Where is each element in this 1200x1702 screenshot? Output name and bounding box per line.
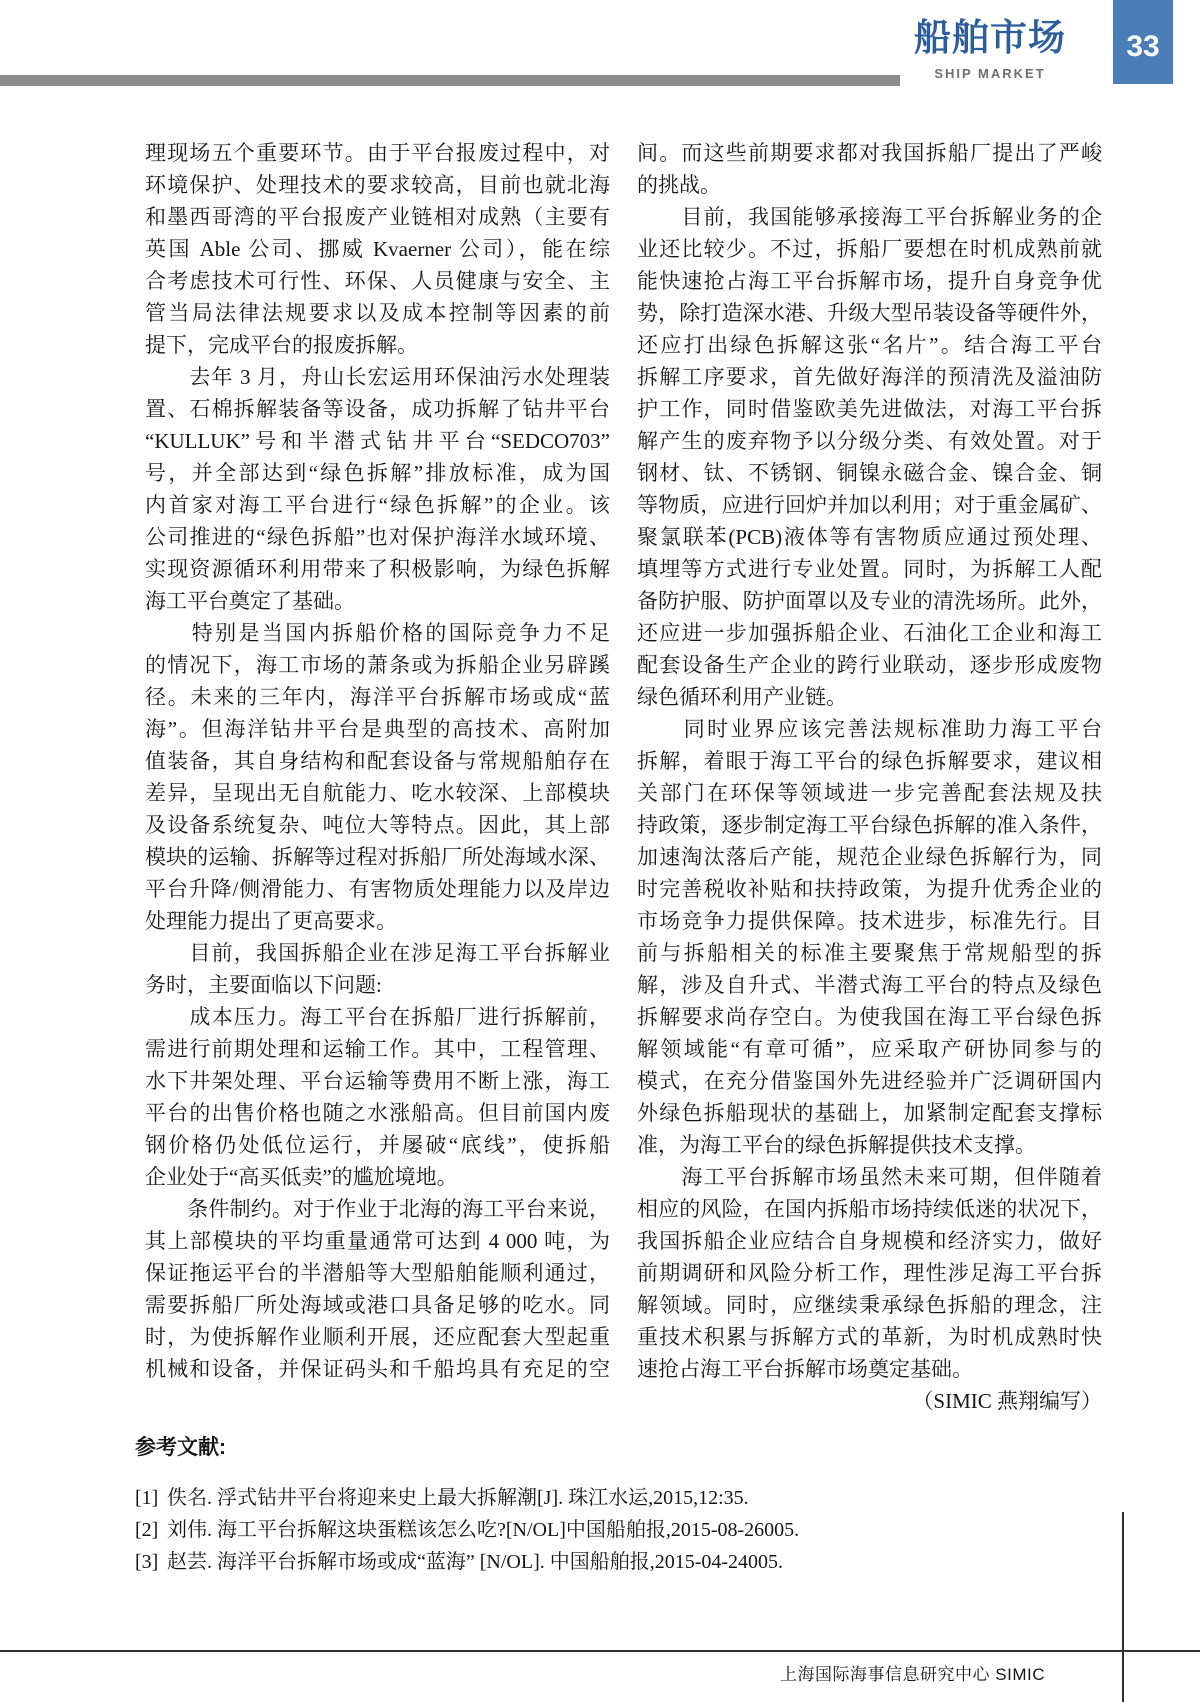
text-line: 去年 3 月，舟山长宏运用环保油污水处理装 [145,365,610,389]
text-line: 置、石棉拆解装备等设备，成功拆解了钻井平台 [145,397,610,421]
text-line: 拆解工序要求，首先做好海洋的预清洗及溢油防 [637,365,1102,389]
text-line: 持政策，逐步制定海工平台绿色拆解的准入条件， [637,813,1102,837]
text-line: 还应打出绿色拆解这张“名片”。结合海工平台 [637,333,1102,357]
reference-item [135,1514,1095,1546]
text-line: 速抢占海工平台拆解市场奠定基础。 [637,1357,973,1381]
text-line: 企业处于“高买低卖”的尴尬境地。 [145,1165,458,1189]
text-line: 英国 Able 公司、挪威 Kvaerner 公司），能在综 [145,237,610,261]
reference-item [135,1546,1095,1578]
text-line: 钢材、钛、不锈钢、铜镍永磁合金、镍合金、铜 [637,461,1102,485]
vertical-rule [1122,1512,1124,1702]
text-line: 势，除打造深水港、升级大型吊装设备等硬件外， [637,301,1102,325]
article-column-left [145,137,610,1385]
text-line: 值装备，其自身结构和配套设备与常规船舶存在 [145,749,610,773]
text-line: “KULLUK”号和半潜式钻井平台“SEDCO703” [145,429,610,453]
text-line: 平台的出售价格也随之水涨船高。但目前国内废 [145,1101,610,1125]
text-line: 及设备系统复杂、吨位大等特点。因此，其上部 [145,813,610,837]
text-line: 其上部模块的平均重量通常可达到 4 000 吨，为 [145,1229,610,1253]
text-line: 目前，我国能够承接海工平台拆解业务的企 [637,205,1102,229]
text-line: 备防护服、防护面罩以及专业的清洗场所。此外， [637,589,1102,613]
text-line: 还应进一步加强拆船企业、石油化工企业和海工 [637,621,1102,645]
text-line: 特别是当国内拆船价格的国际竞争力不足 [145,621,610,645]
text-line: 间。而这些前期要求都对我国拆船厂提出了严峻 [637,141,1102,165]
text-line: 合考虑技术可行性、环保、人员健康与安全、主 [145,269,610,293]
section-title-cn: 船舶市场 [914,17,1066,58]
page-number-box [1113,0,1173,84]
text-line: 解领域。同时，应继续秉承绿色拆船的理念，注 [637,1293,1102,1317]
reference-text: 赵芸. 海洋平台拆解市场或成“蓝海” [N/OL]. 中国船舶报,2015-04-24005. [167,1551,784,1573]
text-line: 公司推进的“绿色拆船”也对保护海洋水域环境、 [145,525,610,549]
text-line: 聚氯联苯(PCB)液体等有害物质应通过预处理、 [637,525,1102,549]
text-line: 模式，在充分借鉴国外先进经验并广泛调研国内 [637,1069,1102,1093]
text-line: 解，涉及自升式、半潜式海工平台的特点及绿色 [637,973,1102,997]
text-line: 解产生的废弃物予以分级分类、有效处置。对于 [637,429,1102,453]
text-line: 径。未来的三年内，海洋平台拆解市场或成“蓝 [145,685,610,709]
text-line: 相应的风险，在国内拆船市场持续低迷的状况下， [637,1197,1102,1221]
text-line: （SIMIC 燕翔编写） [912,1389,1102,1413]
article-column-right [637,137,1102,1417]
text-line: 处理能力提出了更高要求。 [145,909,397,933]
text-line: 模块的运输、拆解等过程对拆船厂所处海域水深、 [145,845,610,869]
section-title-en: SHIP MARKET [934,66,1046,81]
text-line: 水下井架处理、平台运输等费用不断上涨，海工 [145,1069,610,1093]
text-line: 前与拆船相关的标准主要聚焦于常规船型的拆 [637,941,1102,965]
text-line: 准，为海工平台的绿色拆解提供技术支撑。 [637,1133,1036,1157]
reference-label: [2] [135,1519,159,1541]
footer-organization: 上海国际海事信息研究中心 SIMIC [780,1665,1045,1684]
text-line: 理现场五个重要环节。由于平台报废过程中，对 [145,141,610,165]
text-line: 等物质，应进行回炉并加以利用；对于重金属矿、 [637,493,1102,517]
text-line: 拆解要求尚存空白。为使我国在海工平台绿色拆 [637,1005,1102,1029]
footer-rule [0,1650,1200,1652]
text-line: 平台升降/侧滑能力、有害物质处理能力以及岸边 [145,877,610,901]
text-line: 时，为使拆解作业顺利开展，还应配套大型起重 [145,1325,610,1349]
text-line: 实现资源循环利用带来了积极影响，为绿色拆解 [145,557,610,581]
text-line: 钢价格仍处低位运行，并屡破“底线”，使拆船 [145,1133,610,1157]
text-line: 机械和设备，并保证码头和千船坞具有充足的空 [145,1357,610,1381]
text-line: 配套设备生产企业的跨行业联动，逐步形成废物 [637,653,1102,677]
header-rule-bar [0,75,900,86]
text-line: 绿色循环利用产业链。 [637,685,847,709]
text-line: 务时，主要面临以下问题: [145,973,382,997]
text-line: 成本压力。海工平台在拆船厂进行拆解前， [145,1005,610,1029]
text-line: 差异，呈现出无自航能力、吃水较深、上部模块 [145,781,610,805]
text-line: 海工平台拆解市场虽然未来可期，但伴随着 [637,1165,1102,1189]
text-line: 海”。但海洋钻井平台是典型的高技术、高附加 [145,717,610,741]
text-line: 填埋等方式进行专业处置。同时，为拆解工人配 [637,557,1102,581]
text-line: 海工平台奠定了基础。 [145,589,355,613]
references-heading: 参考文献: [135,1436,226,1459]
references-section [135,1436,1095,1578]
text-line: 号，并全部达到“绿色拆解”排放标准，成为国 [145,461,610,485]
text-line: 管当局法律法规要求以及成本控制等因素的前 [145,301,610,325]
page-number: 33 [1126,30,1160,63]
reference-text: 刘伟. 海工平台拆解这块蛋糕该怎么吃?[N/OL]中国船舶报,2015-08-26005. [167,1519,800,1541]
text-line: 内首家对海工平台进行“绿色拆解”的企业。该 [145,493,610,517]
text-line: 能快速抢占海工平台拆解市场，提升自身竞争优 [637,269,1102,293]
text-line: 我国拆船企业应结合自身规模和经济实力，做好 [637,1229,1102,1253]
reference-item [135,1482,1095,1514]
text-line: 环境保护、处理技术的要求较高，目前也就北海 [145,173,610,197]
text-line: 关部门在环保等领域进一步完善配套法规及扶 [637,781,1102,805]
text-line: 市场竞争力提供保障。技术进步，标准先行。目 [637,909,1102,933]
text-line: 保证拖运平台的半潜船等大型船舶能顺利通过， [145,1261,610,1285]
text-line: 时完善税收补贴和扶持政策，为提升优秀企业的 [637,877,1102,901]
text-line: 的情况下，海工市场的萧条或为拆船企业另辟蹊 [145,653,610,677]
references-list [135,1482,1095,1578]
reference-label: [3] [135,1551,159,1573]
reference-text: 佚名. 浮式钻井平台将迎来史上最大拆解潮[J]. 珠江水运,2015,12:35. [167,1487,749,1509]
text-line: 目前，我国拆船企业在涉足海工平台拆解业 [145,941,610,965]
text-line: 需进行前期处理和运输工作。其中，工程管理、 [145,1037,610,1061]
text-line: 和墨西哥湾的平台报废产业链相对成熟（主要有 [145,205,610,229]
text-line: 需要拆船厂所处海域或港口具备足够的吃水。同 [145,1293,610,1317]
text-line: 业还比较少。不过，拆船厂要想在时机成熟前就 [637,237,1102,261]
text-line: 条件制约。对于作业于北海的海工平台来说， [145,1197,610,1221]
text-line: 护工作，同时借鉴欧美先进做法，对海工平台拆 [637,397,1102,421]
text-line: 的挑战。 [637,173,721,197]
text-line: 解领域能“有章可循”，应采取产研协同参与的 [637,1037,1102,1061]
text-line: 同时业界应该完善法规标准助力海工平台 [637,717,1102,741]
text-line: 前期调研和风险分析工作，理性涉足海工平台拆 [637,1261,1102,1285]
text-line: 提下，完成平台的报废拆解。 [145,333,418,357]
reference-label: [1] [135,1487,159,1509]
text-line: 拆解，着眼于海工平台的绿色拆解要求，建议相 [637,749,1102,773]
text-line: 加速淘汰落后产能，规范企业绿色拆解行为，同 [637,845,1102,869]
text-line: 外绿色拆船现状的基础上，加紧制定配套支撑标 [637,1101,1102,1125]
text-line: 重技术积累与拆解方式的革新，为时机成熟时快 [637,1325,1102,1349]
